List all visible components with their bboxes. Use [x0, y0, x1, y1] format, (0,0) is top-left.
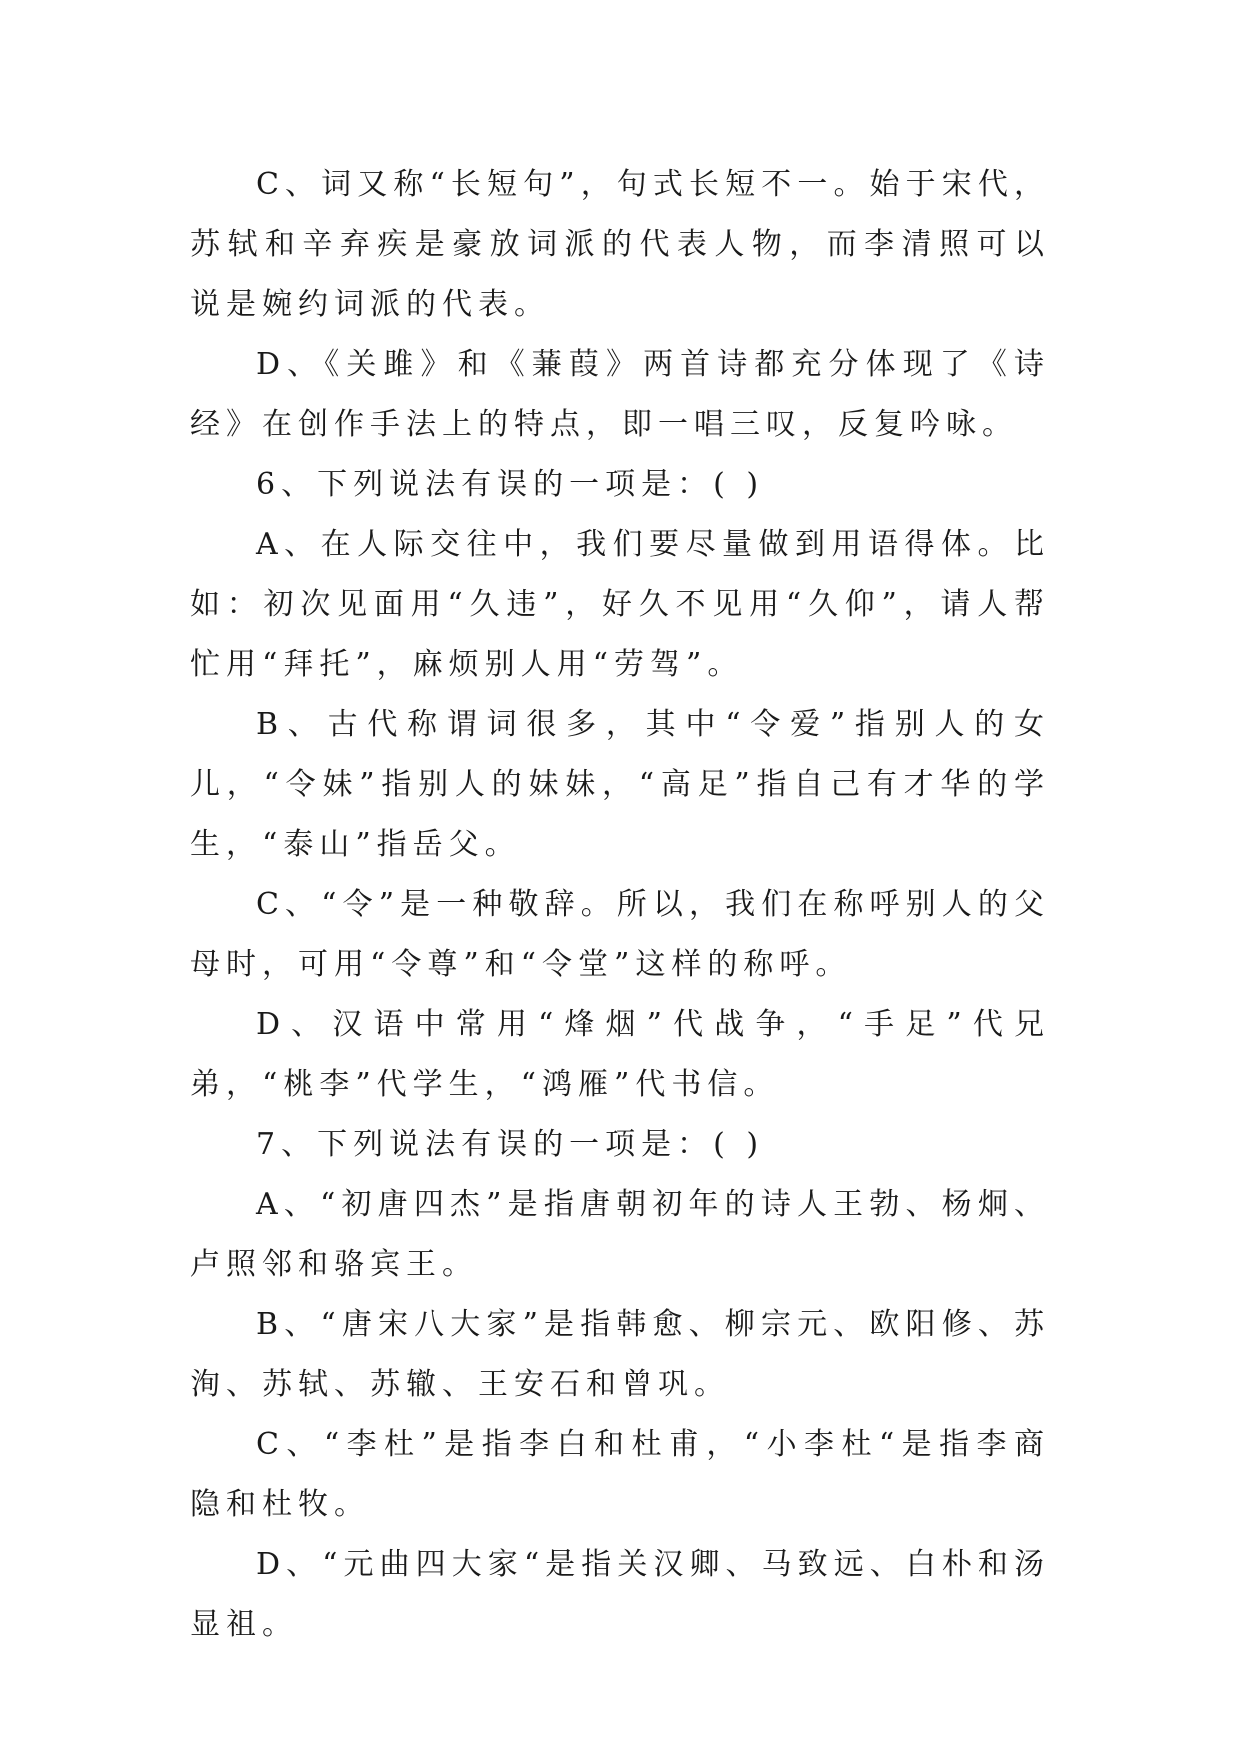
- question-7: 7、下列说法有误的一项是：( ): [256, 1127, 765, 1162]
- q7-option-a: A、“初唐四杰”是指唐朝初年的诗人王勃、杨炯、卢照邻和骆宾王。: [190, 1187, 1050, 1282]
- q7-option-b: B、“唐宋八大家”是指韩愈、柳宗元、欧阳修、苏洵、苏轼、苏辙、王安石和曾巩。: [190, 1307, 1050, 1402]
- q6-option-c: C、“令”是一种敬辞。所以，我们在称呼别人的父母时，可用“令尊”和“令堂”这样的称呼。: [190, 887, 1050, 982]
- q7-option-c: C、“李杜”是指李白和杜甫，“小李杜“是指李商隐和杜牧。: [190, 1427, 1050, 1522]
- q6-option-d: D、汉语中常用“烽烟”代战争，“手足”代兄弟，“桃李”代学生，“鸿雁”代书信。: [190, 1007, 1050, 1102]
- document-body: [190, 155, 1050, 1655]
- q7-option-d: D、“元曲四大家“是指关汉卿、马致远、白朴和汤显祖。: [190, 1547, 1050, 1642]
- q6-option-a: A、在人际交往中，我们要尽量做到用语得体。比如：初次见面用“久违”，好久不见用“久仰”，请人帮忙用“拜托”，麻烦别人用“劳驾”。: [190, 527, 1050, 682]
- option-c-ci-poetry: C、词又称“长短句”，句式长短不一。始于宋代，苏轼和辛弃疾是豪放词派的代表人物，而李清照可以说是婉约词派的代表。: [190, 167, 1050, 322]
- question-6: 6、下列说法有误的一项是：( ): [256, 467, 765, 502]
- q6-option-b: B、古代称谓词很多，其中“令爱”指别人的女儿，“令妹”指别人的妹妹，“高足”指自己有才华的学生，“泰山”指岳父。: [190, 707, 1050, 862]
- option-d-shijing: D、《关雎》和《蒹葭》两首诗都充分体现了《诗经》在创作手法上的特点，即一唱三叹，反复吟咏。: [190, 347, 1050, 442]
